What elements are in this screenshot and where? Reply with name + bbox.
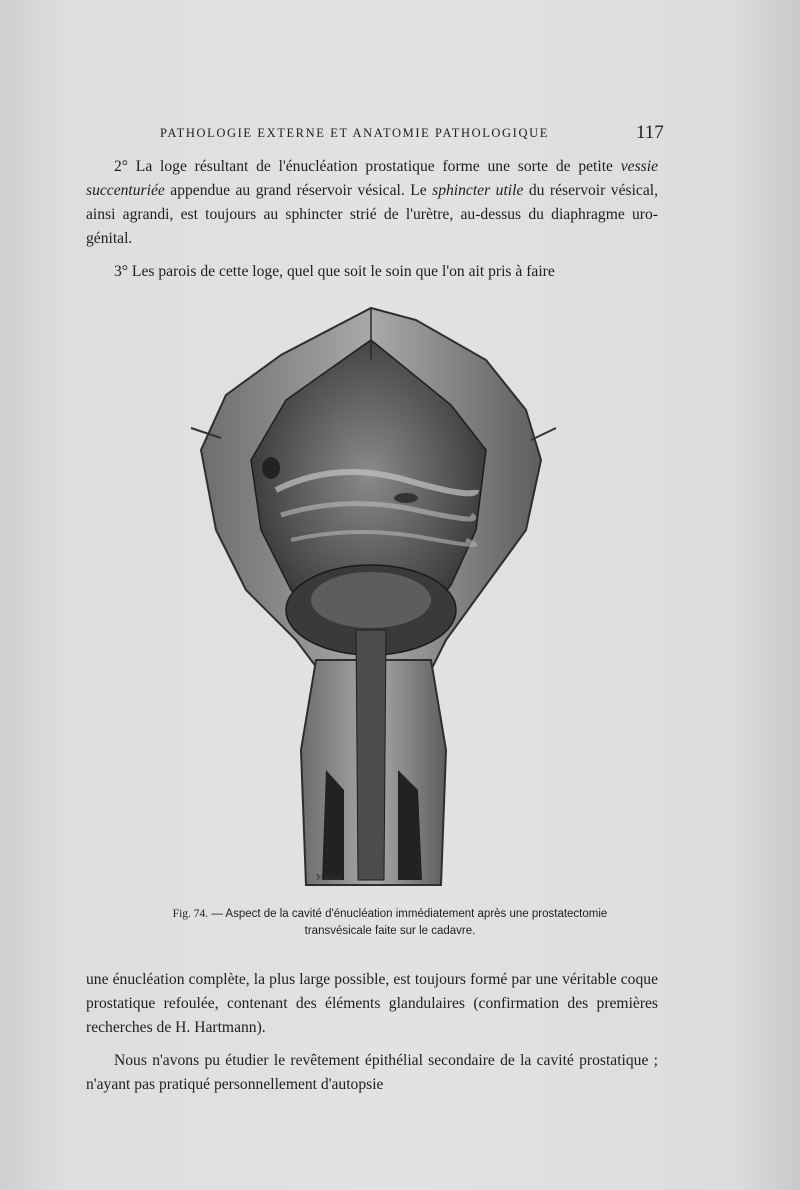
running-head: PATHOLOGIE EXTERNE ET ANATOMIE PATHOLOGIQUE [160,126,549,140]
bladder-illustration [186,300,566,896]
ureteral-orifice [262,457,280,479]
figure-caption [110,906,670,940]
paragraph-2: 2° La loge résultant de l'énucléation prostatique forme une sorte de petite vessie succenturiée appendue au grand réservoir vésical. Le sphincter utile du réservoir vésical, ainsi agrandi, est toujours au sphincter strié de l'urètre, au-dessus du diaphragme uro-génital. [86,158,658,247]
text-block-top [86,155,658,284]
urethral-canal [356,630,386,880]
emphasis-sphincter: sphincter utile [432,182,524,199]
loge-shading [311,572,431,628]
figure-label: Fig. 74. [172,908,209,920]
page-header [160,122,664,144]
ureteral-orifice [394,493,418,503]
caption-line-2: transvésicale faite sur le cadavre. [304,925,476,937]
page-number: 117 [636,122,664,143]
retractor-hook [531,428,556,440]
text-block-bottom [86,968,658,1097]
paragraph-continuation: une énucléation complète, la plus large possible, est toujours formé par une véritable coque prostatique refoulée, contenant des éléments glandulaires (confirmation des premières recherches de H. Hartmann). [86,971,658,1036]
emphasis-vessie: vessie succenturiée [86,158,658,199]
paragraph-4: Nous n'avons pu étudier le revêtement épithélial secondaire de la cavité prostatique ; n'ayant pas pratiqué personnellement d'autopsie [86,1052,658,1093]
caption-line-1: — Aspect de la cavité d'énucléation immédiatement après une prostatectomie [208,908,608,920]
paragraph-3: 3° Les parois de cette loge, quel que soit le soin que l'on ait pris à faire [114,263,555,280]
anatomical-figure [186,300,566,896]
illustrator-signature: Masse [316,873,342,882]
